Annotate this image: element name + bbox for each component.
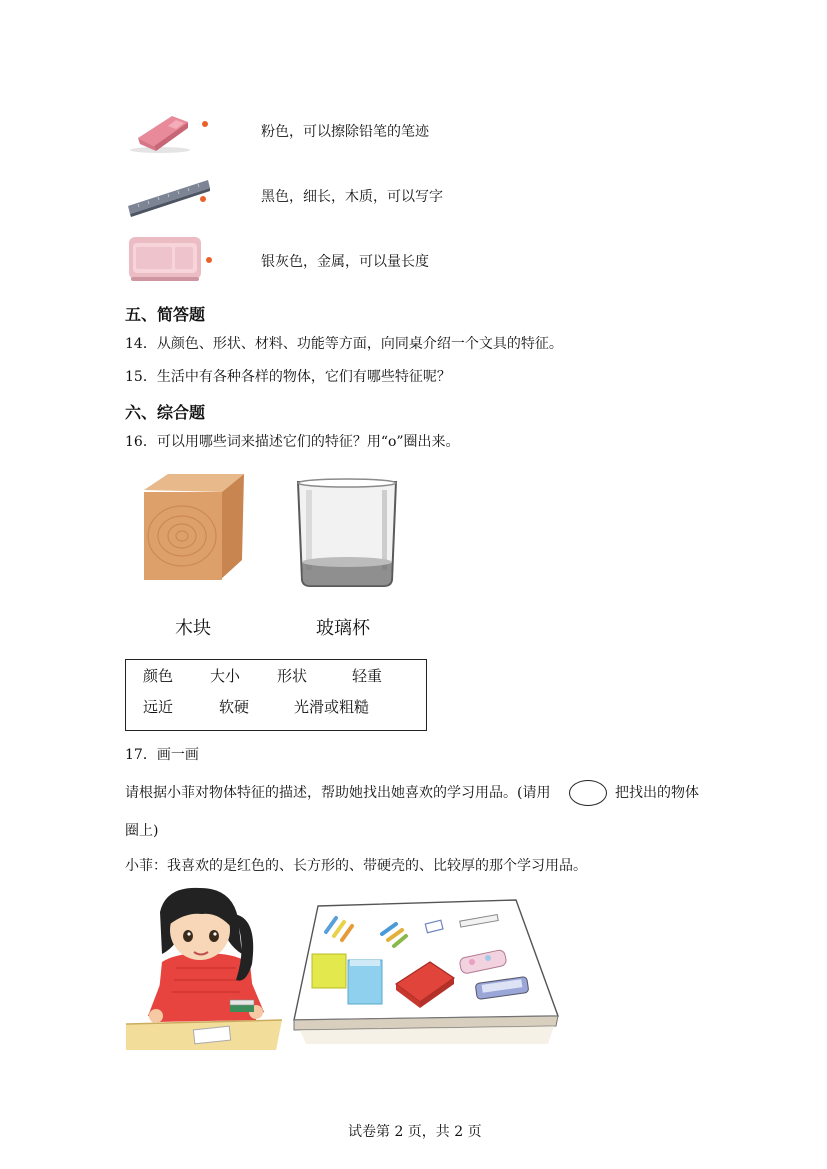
page-footer: 试卷第 2 页，共 2 页 — [348, 1124, 482, 1140]
glass-cup-image — [294, 476, 400, 590]
eraser-image — [128, 108, 194, 156]
match-description-1[interactable]: 粉色，可以擦除铅笔的笔迹 — [261, 124, 429, 140]
question-17-statement: 小菲：我喜欢的是红色的、长方形的、带硬壳的、比较厚的那个学习用品。 — [125, 858, 587, 874]
word-shape[interactable]: 形状 — [277, 667, 308, 685]
wooden-block-image — [124, 468, 246, 590]
pencil-case-image — [126, 233, 206, 285]
match-dot-2[interactable] — [200, 196, 206, 202]
question-17-instruction-end: 圈上) — [125, 823, 159, 839]
match-dot-1[interactable] — [202, 121, 208, 127]
question-15: 15．生活中有各种各样的物体，它们有哪些特征呢？ — [125, 369, 451, 385]
section-heading-5: 五、简答题 — [125, 305, 206, 324]
question-14: 14．从颜色、形状、材料、功能等方面，向同桌介绍一个文具的特征。 — [125, 336, 563, 352]
object-label-glass: 玻璃杯 — [316, 618, 370, 639]
word-choice-box — [125, 659, 427, 731]
question-17-instruction: 请根据小菲对物体特征的描述，帮助她找出她喜欢的学习用品。(请用 — [125, 785, 551, 801]
match-dot-3[interactable] — [206, 257, 212, 263]
word-smoothness[interactable]: 光滑或粗糙 — [294, 698, 370, 716]
word-hardness[interactable]: 软硬 — [219, 698, 250, 716]
desk-illustration — [292, 898, 562, 1046]
girl-illustration — [126, 884, 286, 1052]
word-distance[interactable]: 远近 — [143, 698, 174, 716]
section-heading-6: 六、综合题 — [125, 403, 206, 422]
circle-symbol-icon — [569, 780, 607, 806]
object-label-block: 木块 — [175, 618, 211, 639]
word-color[interactable]: 颜色 — [143, 667, 174, 685]
question-16: 16．可以用哪些词来描述它们的特征？用“o”圈出来。 — [125, 434, 460, 450]
question-17-instruction-cont: 把找出的物体 — [615, 785, 699, 801]
match-description-3[interactable]: 银灰色，金属，可以量长度 — [261, 254, 429, 270]
question-17-title: 17．画一画 — [125, 747, 199, 763]
match-description-2[interactable]: 黑色，细长，木质，可以写字 — [261, 189, 443, 205]
word-weight[interactable]: 轻重 — [352, 667, 383, 685]
word-size[interactable]: 大小 — [210, 667, 241, 685]
